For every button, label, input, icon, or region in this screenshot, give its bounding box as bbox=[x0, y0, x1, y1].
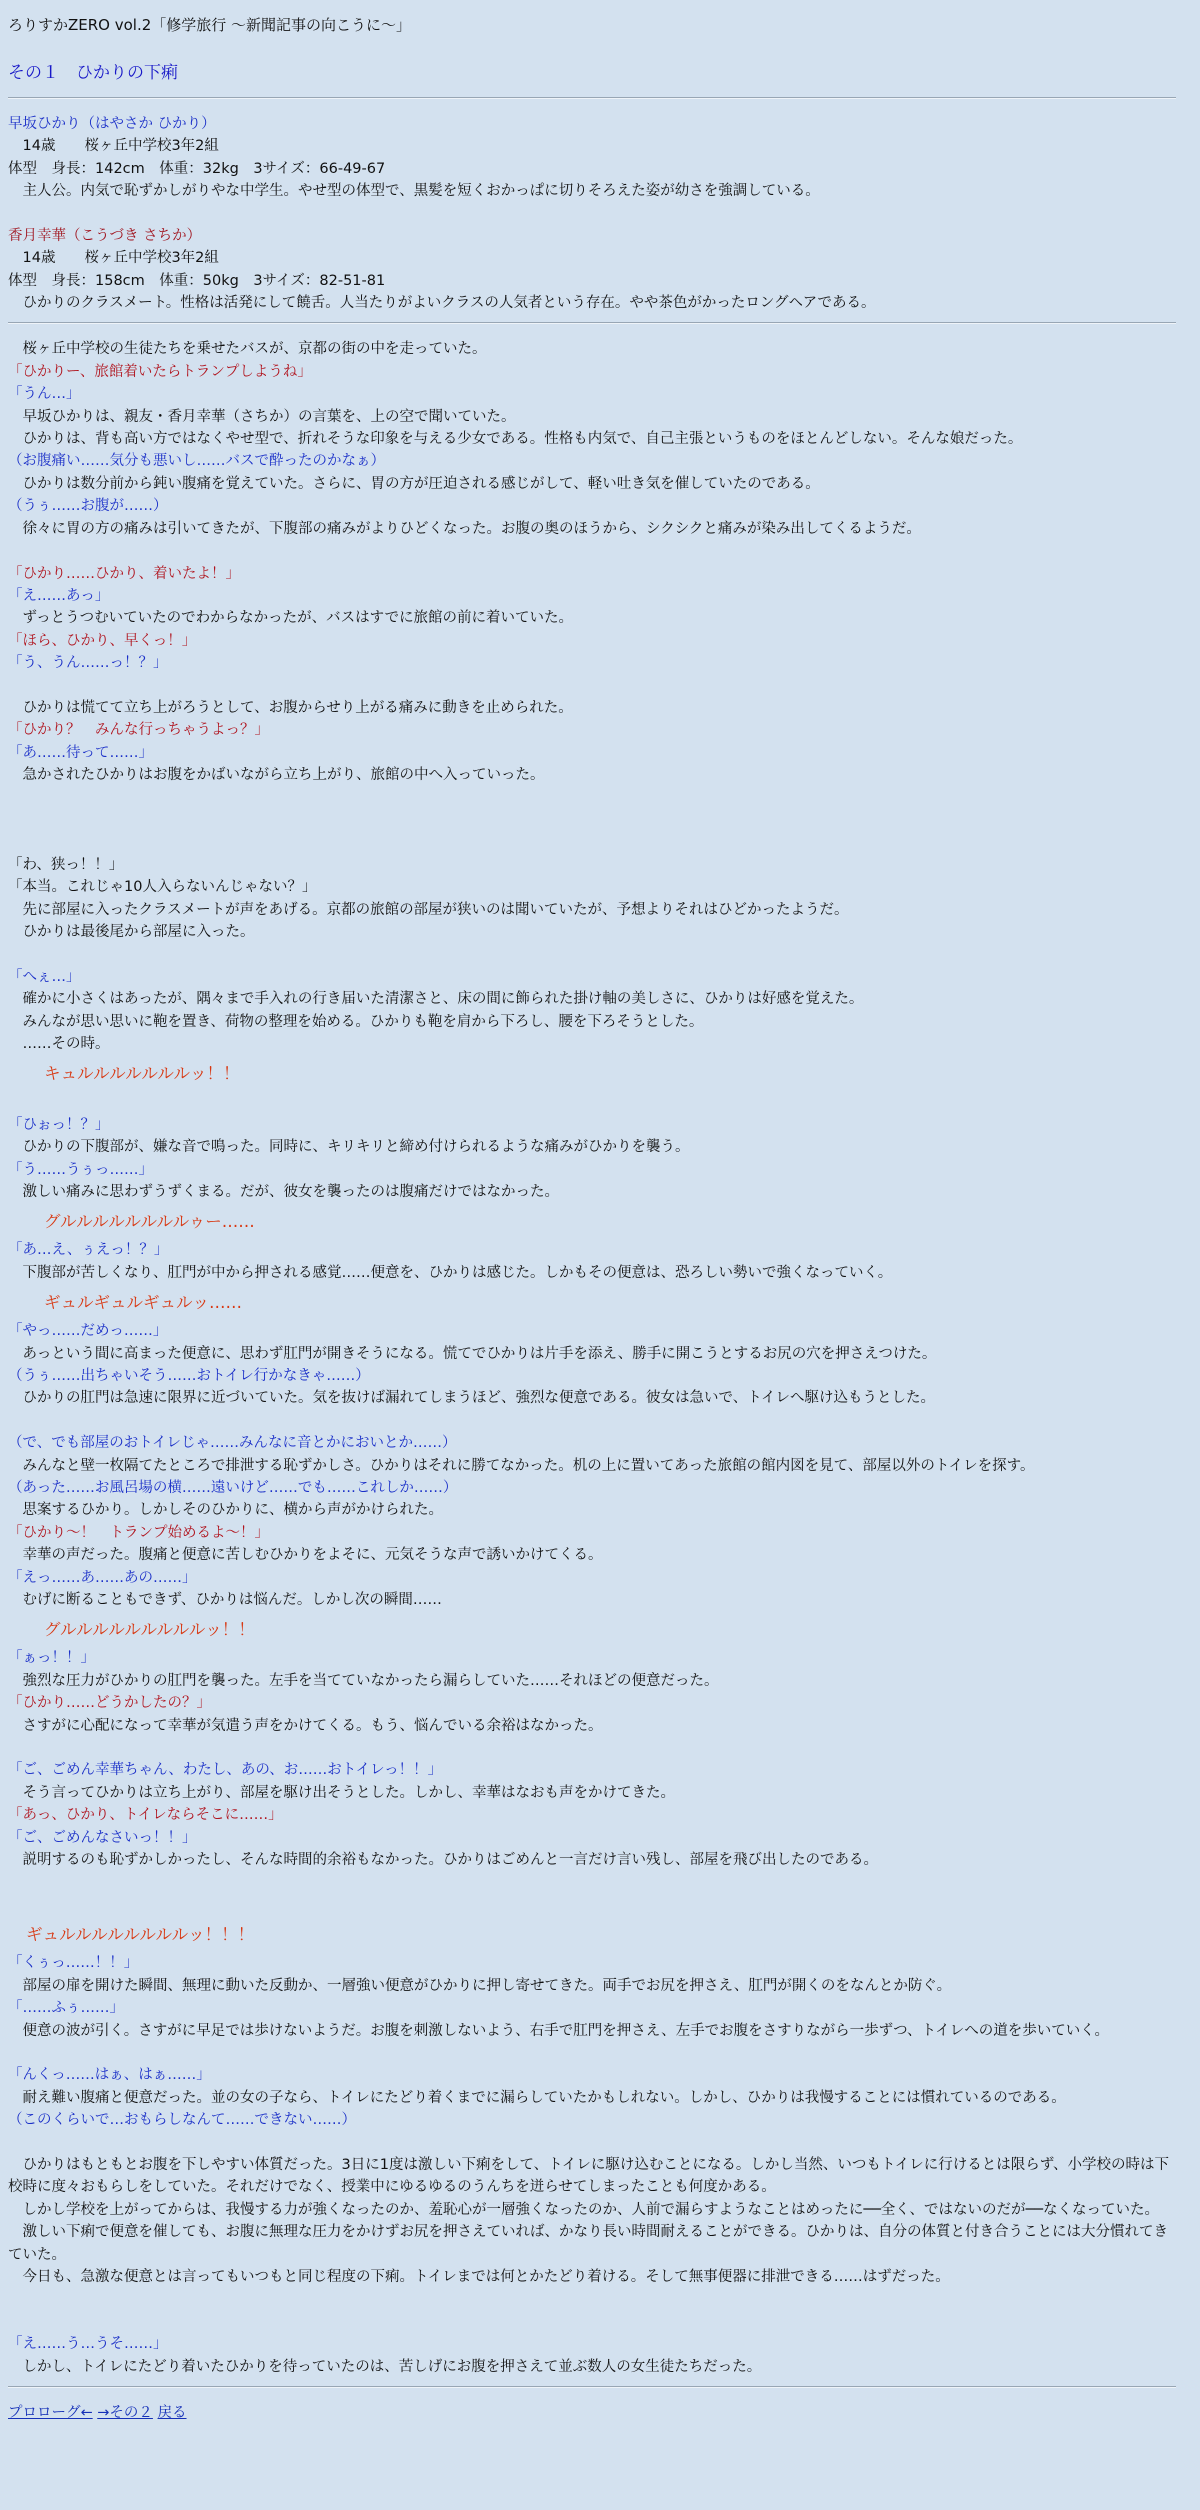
narration-line: 耐え難い腹痛と便意だった。並の女の子なら、トイレにたどり着くまでに漏らしていたかもしれない。しかし、ひかりは我慢することには慣れているのである。 bbox=[8, 2089, 1066, 2106]
blank-line bbox=[8, 943, 1176, 965]
dialogue-sachika: 「ひかり……ひかり、着いたよ！」 bbox=[8, 565, 240, 582]
prev-chapter-link[interactable]: プロローグ← bbox=[8, 2404, 93, 2421]
profile-name: 早坂ひかり（はやさか ひかり） bbox=[8, 115, 216, 132]
narration-line: ひかりの肛門は急速に限界に近づいていた。気を抜けば漏れてしまうほど、強烈な便意である。彼女は急いで、トイレへ駆け込もうとした。 bbox=[8, 1390, 935, 1407]
blank-line bbox=[8, 2132, 1176, 2154]
blank-line bbox=[8, 2042, 1176, 2064]
narration-line: 幸華の声だった。腹痛と便意に苦しむひかりをよそに、元気そうな声で誘いかけてくる。 bbox=[8, 1547, 603, 1564]
narration-line: 激しい下痢で便意を催しても、お腹に無理な圧力をかけずお尻を押さえていれば、かなり長い時間耐えることができる。ひかりは、自分の体質と付き合うことには大分慣れてきていた。 bbox=[8, 2224, 1168, 2263]
blank-line bbox=[8, 540, 1176, 562]
dialogue-hikari: （うぅ……お腹が……） bbox=[8, 498, 168, 515]
dialogue-hikari: （うぅ……出ちゃいそう……おトイレ行かなきゃ……） bbox=[8, 1368, 370, 1384]
blank-line bbox=[8, 2288, 1176, 2310]
profile-line: 体型 身長：158cm 体重：50kg 3サイズ：82-51-81 bbox=[8, 272, 386, 289]
sound-effect: キュルルルルルルルッ！！ bbox=[44, 1064, 240, 1084]
narration-line: 強烈な圧力がひかりの肛門を襲った。左手を当てていなかったら漏らしていた……それほどの便意だった。 bbox=[8, 1672, 719, 1689]
profile-hikari bbox=[8, 113, 1176, 203]
narration-line: 下腹部が苦しくなり、肛門が中から押される感覚……便意を、ひかりは感じた。しかもその便意は、恐ろしい勢いで強くなっていく。 bbox=[8, 1264, 893, 1281]
narration-line: ひかりは慌てて立ち上がろうとして、お腹からせり上がる痛みに動きを止められた。 bbox=[8, 699, 573, 716]
divider bbox=[8, 322, 1176, 324]
story-body bbox=[8, 338, 1176, 2377]
narration-line: ひかりは最後尾から部屋に入った。 bbox=[8, 923, 255, 940]
dialogue-hikari: 「くぅっ……！！」 bbox=[8, 1955, 139, 1972]
narration-line: 早坂ひかりは、親友・香月幸華（さちか）の言葉を、上の空で聞いていた。 bbox=[8, 408, 516, 425]
narration-line: ……その時。 bbox=[8, 1035, 110, 1052]
dialogue-hikari: 「え……う…うそ……」 bbox=[8, 2336, 168, 2353]
dialogue-hikari: （お腹痛い……気分も悪いし……バスで酔ったのかなぁ） bbox=[8, 453, 385, 470]
narration-line: そう言ってひかりは立ち上がり、部屋を駆け出そうとした。しかし、幸華はなおも声をかけてきた。 bbox=[8, 1784, 675, 1801]
dialogue-hikari: 「うん…」 bbox=[8, 386, 81, 403]
dialogue-hikari: 「やっ……だめっ……」 bbox=[8, 1323, 168, 1340]
sound-effect: ギュルギュルギュルッ…… bbox=[44, 1293, 242, 1313]
narration-line: しかし学校を上がってからは、我慢する力が強くなったのか、羞恥心が一層強くなったのか、人前で漏らすようなことはめったに──全く、ではないのだが──なくなっていた。 bbox=[8, 2201, 1159, 2218]
dialogue-hikari: 「う……うぅっ……」 bbox=[8, 1161, 153, 1178]
dialogue-hikari: 「んくっ……はぁ、はぁ……」 bbox=[8, 2067, 211, 2084]
profile-line: 体型 身長：142cm 体重：32kg 3サイズ：66-49-67 bbox=[8, 160, 386, 177]
dialogue-hikari: （あった……お風呂場の横……遠いけど……でも……これしか……） bbox=[8, 1480, 458, 1497]
narration-line: ひかりは数分前から鈍い腹痛を覚えていた。さらに、胃の方が圧迫される感じがして、軽い吐き気を催していたのである。 bbox=[8, 475, 820, 492]
blank-line bbox=[8, 1091, 1176, 1113]
narration-line: 先に部屋に入ったクラスメートが声をあげる。京都の旅館の部屋が狭いのは聞いていたが、予想よりそれはひどかったようだ。 bbox=[8, 901, 849, 918]
dialogue-sachika: 「ひかり……どうかしたの？」 bbox=[8, 1695, 211, 1712]
profile-line: ひかりのクラスメート。性格は活発にして饒舌。人当たりがよいクラスの人気者という存在。やや茶色がかったロングヘアである。 bbox=[8, 295, 876, 312]
narration-line: 激しい痛みに思わずうずくまる。だが、彼女を襲ったのは腹痛だけではなかった。 bbox=[8, 1183, 559, 1200]
dialogue-hikari: 「えっ……あ……あの……」 bbox=[8, 1569, 197, 1586]
dialogue-hikari: 「ご、ごめん幸華ちゃん、わたし、あの、お……おトイレっ！！」 bbox=[8, 1762, 443, 1779]
narration-line: 説明するのも恥ずかしかったし、そんな時間的余裕もなかった。ひかりはごめんと一言だけ言い残し、部屋を飛び出したのである。 bbox=[8, 1852, 878, 1869]
dialogue-hikari: 「う、うん……っ！？」 bbox=[8, 655, 168, 672]
narration-line: 徐々に胃の方の痛みは引いてきたが、下腹部の痛みがよりひどくなった。お腹の奥のほうから、シクシクと痛みが染み出してくるようだ。 bbox=[8, 520, 921, 537]
dialogue-hikari: 「ご、ごめんなさいっ！！」 bbox=[8, 1829, 197, 1846]
sound-effect: グルルルルルルルルゥー…… bbox=[44, 1212, 255, 1232]
divider bbox=[8, 2386, 1176, 2388]
narration-line: あっという間に高まった便意に、思わず肛門が開きそうになる。慌てでひかりは片手を添え、勝手に開こうとするお尻の穴を押さえつけた。 bbox=[8, 1345, 937, 1362]
narration-line: しかし、トイレにたどり着いたひかりを待っていたのは、苦しげにお腹を押さえて並ぶ数人の女生徒たちだった。 bbox=[8, 2358, 762, 2375]
dialogue-hikari: 「あ…え、ぅえっ！？」 bbox=[8, 1242, 169, 1259]
narration-line: 「わ、狭っ！！」 bbox=[8, 856, 124, 873]
blank-line bbox=[8, 1737, 1176, 1759]
narration-line: みんなが思い思いに鞄を置き、荷物の整理を始める。ひかりも鞄を肩から下ろし、腰を下ろそうとした。 bbox=[8, 1013, 704, 1030]
narration-line: むげに断ることもできず、ひかりは悩んだ。しかし次の瞬間…… bbox=[8, 1592, 442, 1609]
blank-line bbox=[8, 787, 1176, 809]
blank-line bbox=[8, 809, 1176, 831]
blank-line bbox=[8, 1894, 1176, 1916]
dialogue-sachika: 「ほら、ひかり、早くっ！」 bbox=[8, 632, 197, 649]
narration-line: 思案するひかり。しかしそのひかりに、横から声がかけられた。 bbox=[8, 1502, 443, 1519]
narration-line: ひかりの下腹部が、嫌な音で鳴った。同時に、キリキリと締め付けられるような痛みがひかりを襲う。 bbox=[8, 1139, 690, 1156]
narration-line: 便意の波が引く。さすがに早足では歩けないようだ。お腹を刺激しないよう、右手で肛門を押さえ、左手でお腹をさすりながら一歩ずつ、トイレへの道を歩いていく。 bbox=[8, 2022, 1109, 2039]
back-link[interactable]: 戻る bbox=[157, 2404, 187, 2421]
dialogue-hikari: （で、でも部屋のおトイレじゃ……みんなに音とかにおいとか……） bbox=[8, 1435, 457, 1452]
narration-line: 「本当。これじゃ10人入らないんじゃない？」 bbox=[8, 879, 317, 896]
profile-line: 主人公。内気で恥ずかしがりやな中学生。やせ型の体型で、黒髪を短くおかっぱに切りそろえた姿が幼さを強調している。 bbox=[8, 183, 820, 200]
character-profiles bbox=[8, 113, 1176, 315]
dialogue-hikari: 「え……あっ」 bbox=[8, 587, 110, 604]
page-title: ろりすかZERO vol.2「修学旅行 〜新聞記事の向こうに〜」 bbox=[8, 16, 412, 34]
narration-line: 確かに小さくはあったが、隅々まで手入れの行き届いた清潔さと、床の間に飾られた掛け軸の美しさに、ひかりは好感を覚えた。 bbox=[8, 991, 864, 1008]
narration-line: さすがに心配になって幸華が気遣う声をかけてくる。もう、悩んでいる余裕はなかった。 bbox=[8, 1717, 603, 1734]
blank-line bbox=[8, 831, 1176, 853]
profile-name: 香月幸華（こうづき さちか） bbox=[8, 227, 202, 244]
chapter-title: その１ ひかりの下痢 bbox=[8, 63, 178, 84]
profile-line: 14歳 桜ヶ丘中学校3年2組 bbox=[8, 138, 219, 155]
divider bbox=[8, 97, 1176, 99]
dialogue-sachika: 「ひかりー、旅館着いたらトランプしようね」 bbox=[8, 363, 312, 380]
narration-line: 部屋の扉を開けた瞬間、無理に動いた反動か、一層強い便意がひかりに押し寄せてきた。両手でお尻を押さえ、肛門が開くのをなんとか防ぐ。 bbox=[8, 1977, 952, 1994]
spacer bbox=[8, 202, 1176, 224]
narration-line: 今日も、急激な便意とは言ってもいつもと同じ程度の下痢。トイレまでは何とかたどり着ける。そして無事便器に排泄できる……はずだった。 bbox=[8, 2268, 950, 2285]
blank-line bbox=[8, 2311, 1176, 2333]
sound-effect: ギュルルルルルルルルッ！！！ bbox=[26, 1925, 255, 1945]
blank-line bbox=[8, 1410, 1176, 1432]
dialogue-hikari: （このくらいで…おもらしなんて……できない……） bbox=[8, 2112, 356, 2129]
narration-line: ひかりはもともとお腹を下しやすい体質だった。3日に1度は激しい下痢をして、トイレに駆け込むことになる。しかし当然、いつもトイレに行けるとは限らず、小学校の時は下校時に度々おもらしをしていた。それだけでなく、授業中にゆるゆるのうんちを迸らせてしまったことも何度かある。 bbox=[8, 2156, 1170, 2196]
dialogue-hikari: 「ぁっ！！」 bbox=[8, 1650, 95, 1667]
profile-line: 14歳 桜ヶ丘中学校3年2組 bbox=[8, 250, 219, 267]
narration-line: 桜ヶ丘中学校の生徒たちを乗せたバスが、京都の街の中を走っていた。 bbox=[8, 341, 487, 358]
blank-line bbox=[8, 675, 1176, 697]
dialogue-sachika: 「あっ、ひかり、トイレならそこに……」 bbox=[8, 1807, 283, 1824]
dialogue-sachika: 「ひかり〜！ トランプ始めるよ〜！」 bbox=[8, 1524, 269, 1541]
dialogue-hikari: 「ひぉっ！？」 bbox=[8, 1116, 110, 1133]
dialogue-hikari: 「あ……待って……」 bbox=[8, 744, 153, 761]
next-chapter-link[interactable]: →その２ bbox=[97, 2404, 153, 2421]
dialogue-hikari: 「……ふぅ……」 bbox=[8, 2000, 124, 2017]
chapter-nav bbox=[8, 2402, 1176, 2424]
dialogue-hikari: 「へぇ…」 bbox=[8, 968, 81, 985]
dialogue-sachika: 「ひかり？ みんな行っちゃうよっ？」 bbox=[8, 722, 269, 739]
profile-sachika bbox=[8, 225, 1176, 315]
narration-line: ずっとうつむいていたのでわからなかったが、バスはすでに旅館の前に着いていた。 bbox=[8, 610, 574, 627]
sound-effect: グルルルルルルルルルッ！！ bbox=[44, 1620, 255, 1640]
narration-line: 急かされたひかりはお腹をかばいながら立ち上がり、旅館の中へ入っていった。 bbox=[8, 767, 545, 784]
blank-line bbox=[8, 1872, 1176, 1894]
narration-line: ひかりは、背も高い方ではなくやせ型で、折れそうな印象を与える少女である。性格も内気で、自己主張というものをほとんどしない。そんな娘だった。 bbox=[8, 431, 1023, 448]
narration-line: みんなと壁一枚隔てたところで排泄する恥ずかしさ。ひかりはそれに勝てなかった。机の上に置いてあった旅館の館内図を見て、部屋以外のトイレを探す。 bbox=[8, 1457, 1035, 1474]
